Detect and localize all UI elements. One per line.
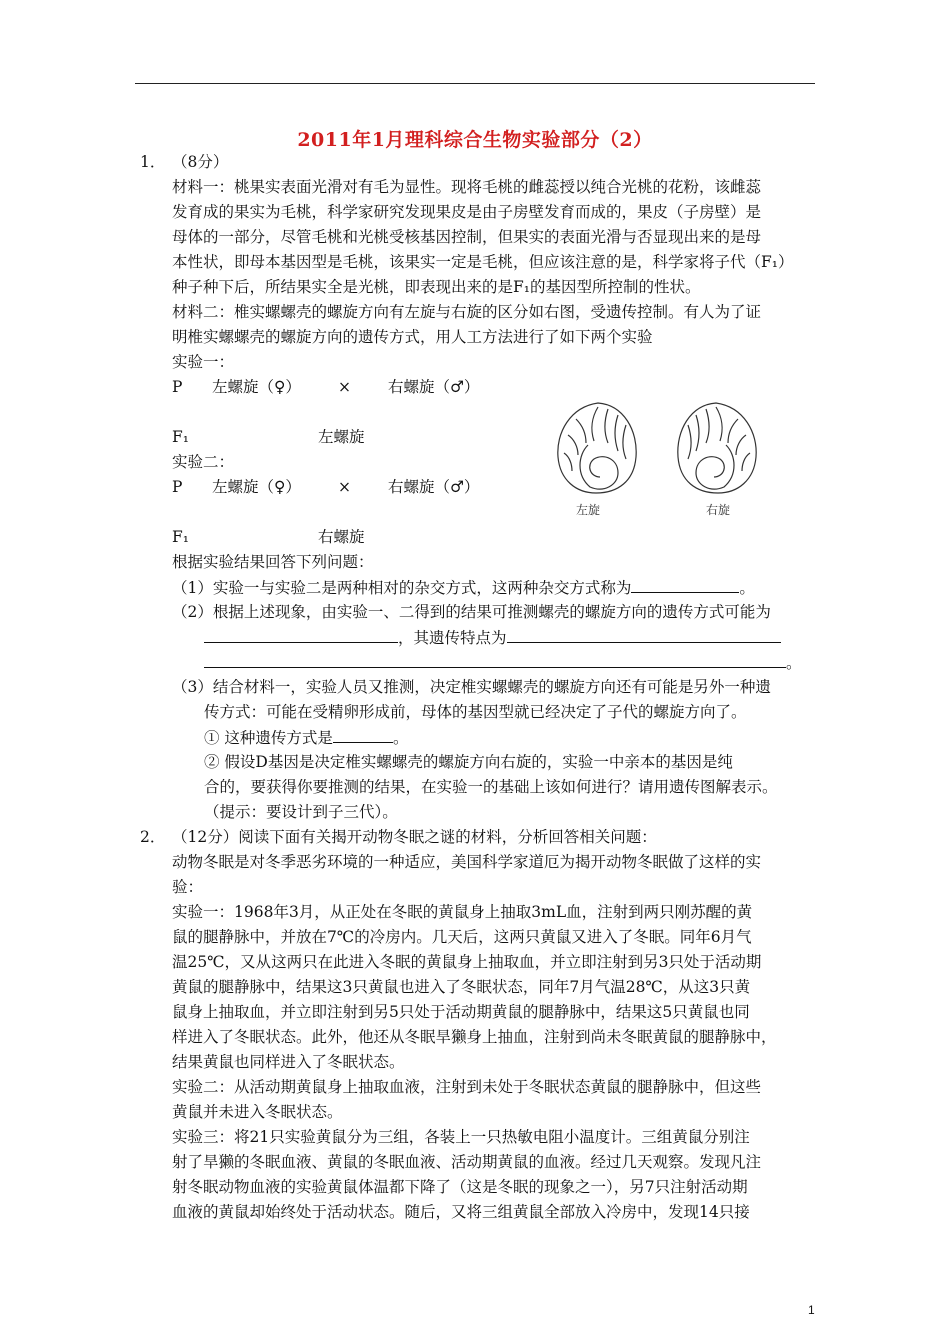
female-parent: 左螺旋（♀） <box>212 478 301 496</box>
material-1-line: 种子种下后，所结果实全是光桃，即表现出来的是F₁的基因型所控制的性状。 <box>172 278 701 296</box>
experiment-1-text: 黄鼠的腿静脉中，结果这3只黄鼠也进入了冬眠状态，同年7月气温28℃，从这3只黄 <box>172 978 751 996</box>
sub-question-2-line <box>204 652 802 673</box>
page-number: 1 <box>808 1303 815 1317</box>
experiment-1-text: 鼠身上抽取血，并立即注射到另5只处于活动期黄鼠的腿静脉中，结果这5只黄鼠也同 <box>172 1003 750 1021</box>
experiment-3-text: 实验三：将21只实验黄鼠分为三组，各装上一只热敏电阻小温度计。三组黄鼠分别注 <box>172 1128 750 1146</box>
experiment-2-text: 实验二：从活动期黄鼠身上抽取血液，注射到未处于冬眠状态黄鼠的腿静脉中，但这些 <box>172 1078 762 1096</box>
f1-label: F₁ <box>172 528 189 546</box>
material-1-line: 材料一：桃果实表面光滑对有毛为显性。现将毛桃的雌蕊授以纯合光桃的花粉，该雌蕊 <box>172 178 762 196</box>
answer-blank[interactable] <box>204 627 398 643</box>
punctuation: 。 <box>739 579 755 597</box>
material-1-line: 母体的一部分，尽管毛桃和光桃受核基因控制，但果实的表面光滑与否显现出来的是母 <box>172 228 762 246</box>
material-1-line: 本性状，即母本基因型是毛桃，该果实一定是毛桃，但应该注意的是，科学家将子代（F₁） <box>172 253 794 271</box>
question-2-line: 动物冬眠是对冬季恶劣环境的一种适应，美国科学家道厄为揭开动物冬眠做了这样的实 <box>172 853 762 871</box>
cross-symbol: × <box>338 378 351 396</box>
parent-label: P <box>172 478 183 496</box>
material-2-line: 材料二：椎实螺螺壳的螺旋方向有左旋与右旋的区分如右图，受遗传控制。有人为了证 <box>172 303 762 321</box>
right-coiled-shell <box>678 403 756 493</box>
document-title: 2011年1月理科综合生物实验部分（2） <box>297 129 653 151</box>
question-number: 2． <box>140 828 166 846</box>
sub-question-2-line <box>204 627 781 648</box>
header-rule <box>135 83 815 84</box>
sub-question-3-line: 传方式：可能在受精卵形成前，母体的基因型就已经决定了子代的螺旋方向了。 <box>204 703 747 721</box>
sub-question-3b-hint: （提示：要设计到子三代）。 <box>204 803 398 821</box>
snail-shell-figure <box>548 395 768 520</box>
answer-blank[interactable] <box>204 652 786 668</box>
female-parent: 左螺旋（♀） <box>212 378 301 396</box>
experiment-1-text: 鼠的腿静脉中，并放在7℃的冷房内。几天后，这两只黄鼠又进入了冬眠。同年6月气 <box>172 928 752 946</box>
male-parent: 右螺旋（♂） <box>388 478 480 496</box>
male-parent: 右螺旋（♂） <box>388 378 480 396</box>
left-coiled-shell <box>558 403 636 493</box>
experiment-2-text: 黄鼠并未进入冬眠状态。 <box>172 1103 343 1121</box>
sub-question-3a-text: ① 这种遗传方式是 <box>204 729 333 747</box>
f1-label: F₁ <box>172 428 189 446</box>
cross-symbol: × <box>338 478 351 496</box>
f1-result: 右螺旋 <box>318 528 365 546</box>
answer-blank[interactable] <box>631 577 739 593</box>
questions-intro: 根据实验结果回答下列问题： <box>172 553 374 571</box>
question-2-line: 验： <box>172 878 204 896</box>
sub-question-3a <box>204 727 408 748</box>
material-1-line: 发育成的果实为毛桃，科学家研究发现果皮是由子房壁发育而成的，果皮（子房壁）是 <box>172 203 762 221</box>
answer-blank[interactable] <box>333 727 393 743</box>
experiment-1-text: 样进入了冬眠状态。此外，他还从冬眠旱獭身上抽血，注射到尚未冬眠黄鼠的腿静脉中， <box>172 1028 777 1046</box>
left-shell-caption: 左旋 <box>576 503 601 517</box>
experiment-1-label: 实验一： <box>172 353 235 371</box>
experiment-3-text: 血液的黄鼠却始终处于活动状态。随后，又将三组黄鼠全部放入冷房中，发现14只接 <box>172 1203 750 1221</box>
experiment-3-text: 射冬眠动物血液的实验黄鼠体温都下降了（这是冬眠的现象之一），另7只注射活动期 <box>172 1178 748 1196</box>
experiment-3-text: 射了旱獭的冬眠血液、黄鼠的冬眠血液、活动期黄鼠的血液。经过几天观察。发现凡注 <box>172 1153 762 1171</box>
sub-question-2-mid: ，其遗传特点为 <box>398 629 507 647</box>
question-number: 1． <box>140 153 166 171</box>
experiment-1-text: 温25℃，又从这两只在此进入冬眠的黄鼠身上抽取血，并立即注射到另3只处于活动期 <box>172 953 762 971</box>
material-2-line: 明椎实螺螺壳的螺旋方向的遗传方式，用人工方法进行了如下两个实验 <box>172 328 653 346</box>
f1-result: 左螺旋 <box>318 428 365 446</box>
question-2-intro: （12分）阅读下面有关揭开动物冬眠之谜的材料，分析回答相关问题： <box>172 828 657 846</box>
experiment-1-text: 实验一：1968年3月，从正处在冬眠的黄鼠身上抽取3mL血，注射到两只刚苏醒的黄 <box>172 903 753 921</box>
sub-question-3b: ② 假设D基因是决定椎实螺螺壳的螺旋方向右旋的，实验一中亲本的基因是纯 <box>204 753 733 771</box>
punctuation: 。 <box>392 729 409 747</box>
sub-question-1-text: （1）实验一与实验二是两种相对的杂交方式，这两种杂交方式称为 <box>172 579 632 597</box>
sub-question-2: （2）根据上述现象，由实验一、二得到的结果可推测螺壳的螺旋方向的遗传方式可能为 <box>172 603 771 621</box>
parent-label: P <box>172 378 183 396</box>
experiment-1-text: 结果黄鼠也同样进入了冬眠状态。 <box>172 1053 405 1071</box>
question-score: （8分） <box>172 153 229 171</box>
answer-blank[interactable] <box>507 627 781 643</box>
sub-question-1 <box>172 577 755 598</box>
sub-question-3b-line: 合的，要获得你要推测的结果，在实验一的基础上该如何进行？请用遗传图解表示。 <box>204 778 778 796</box>
right-shell-caption: 右旋 <box>706 503 731 517</box>
punctuation: 。 <box>786 654 802 672</box>
sub-question-3: （3）结合材料一，实验人员又推测，决定椎实螺螺壳的螺旋方向还有可能是另外一种遗 <box>172 678 771 696</box>
experiment-2-label: 实验二： <box>172 453 235 471</box>
